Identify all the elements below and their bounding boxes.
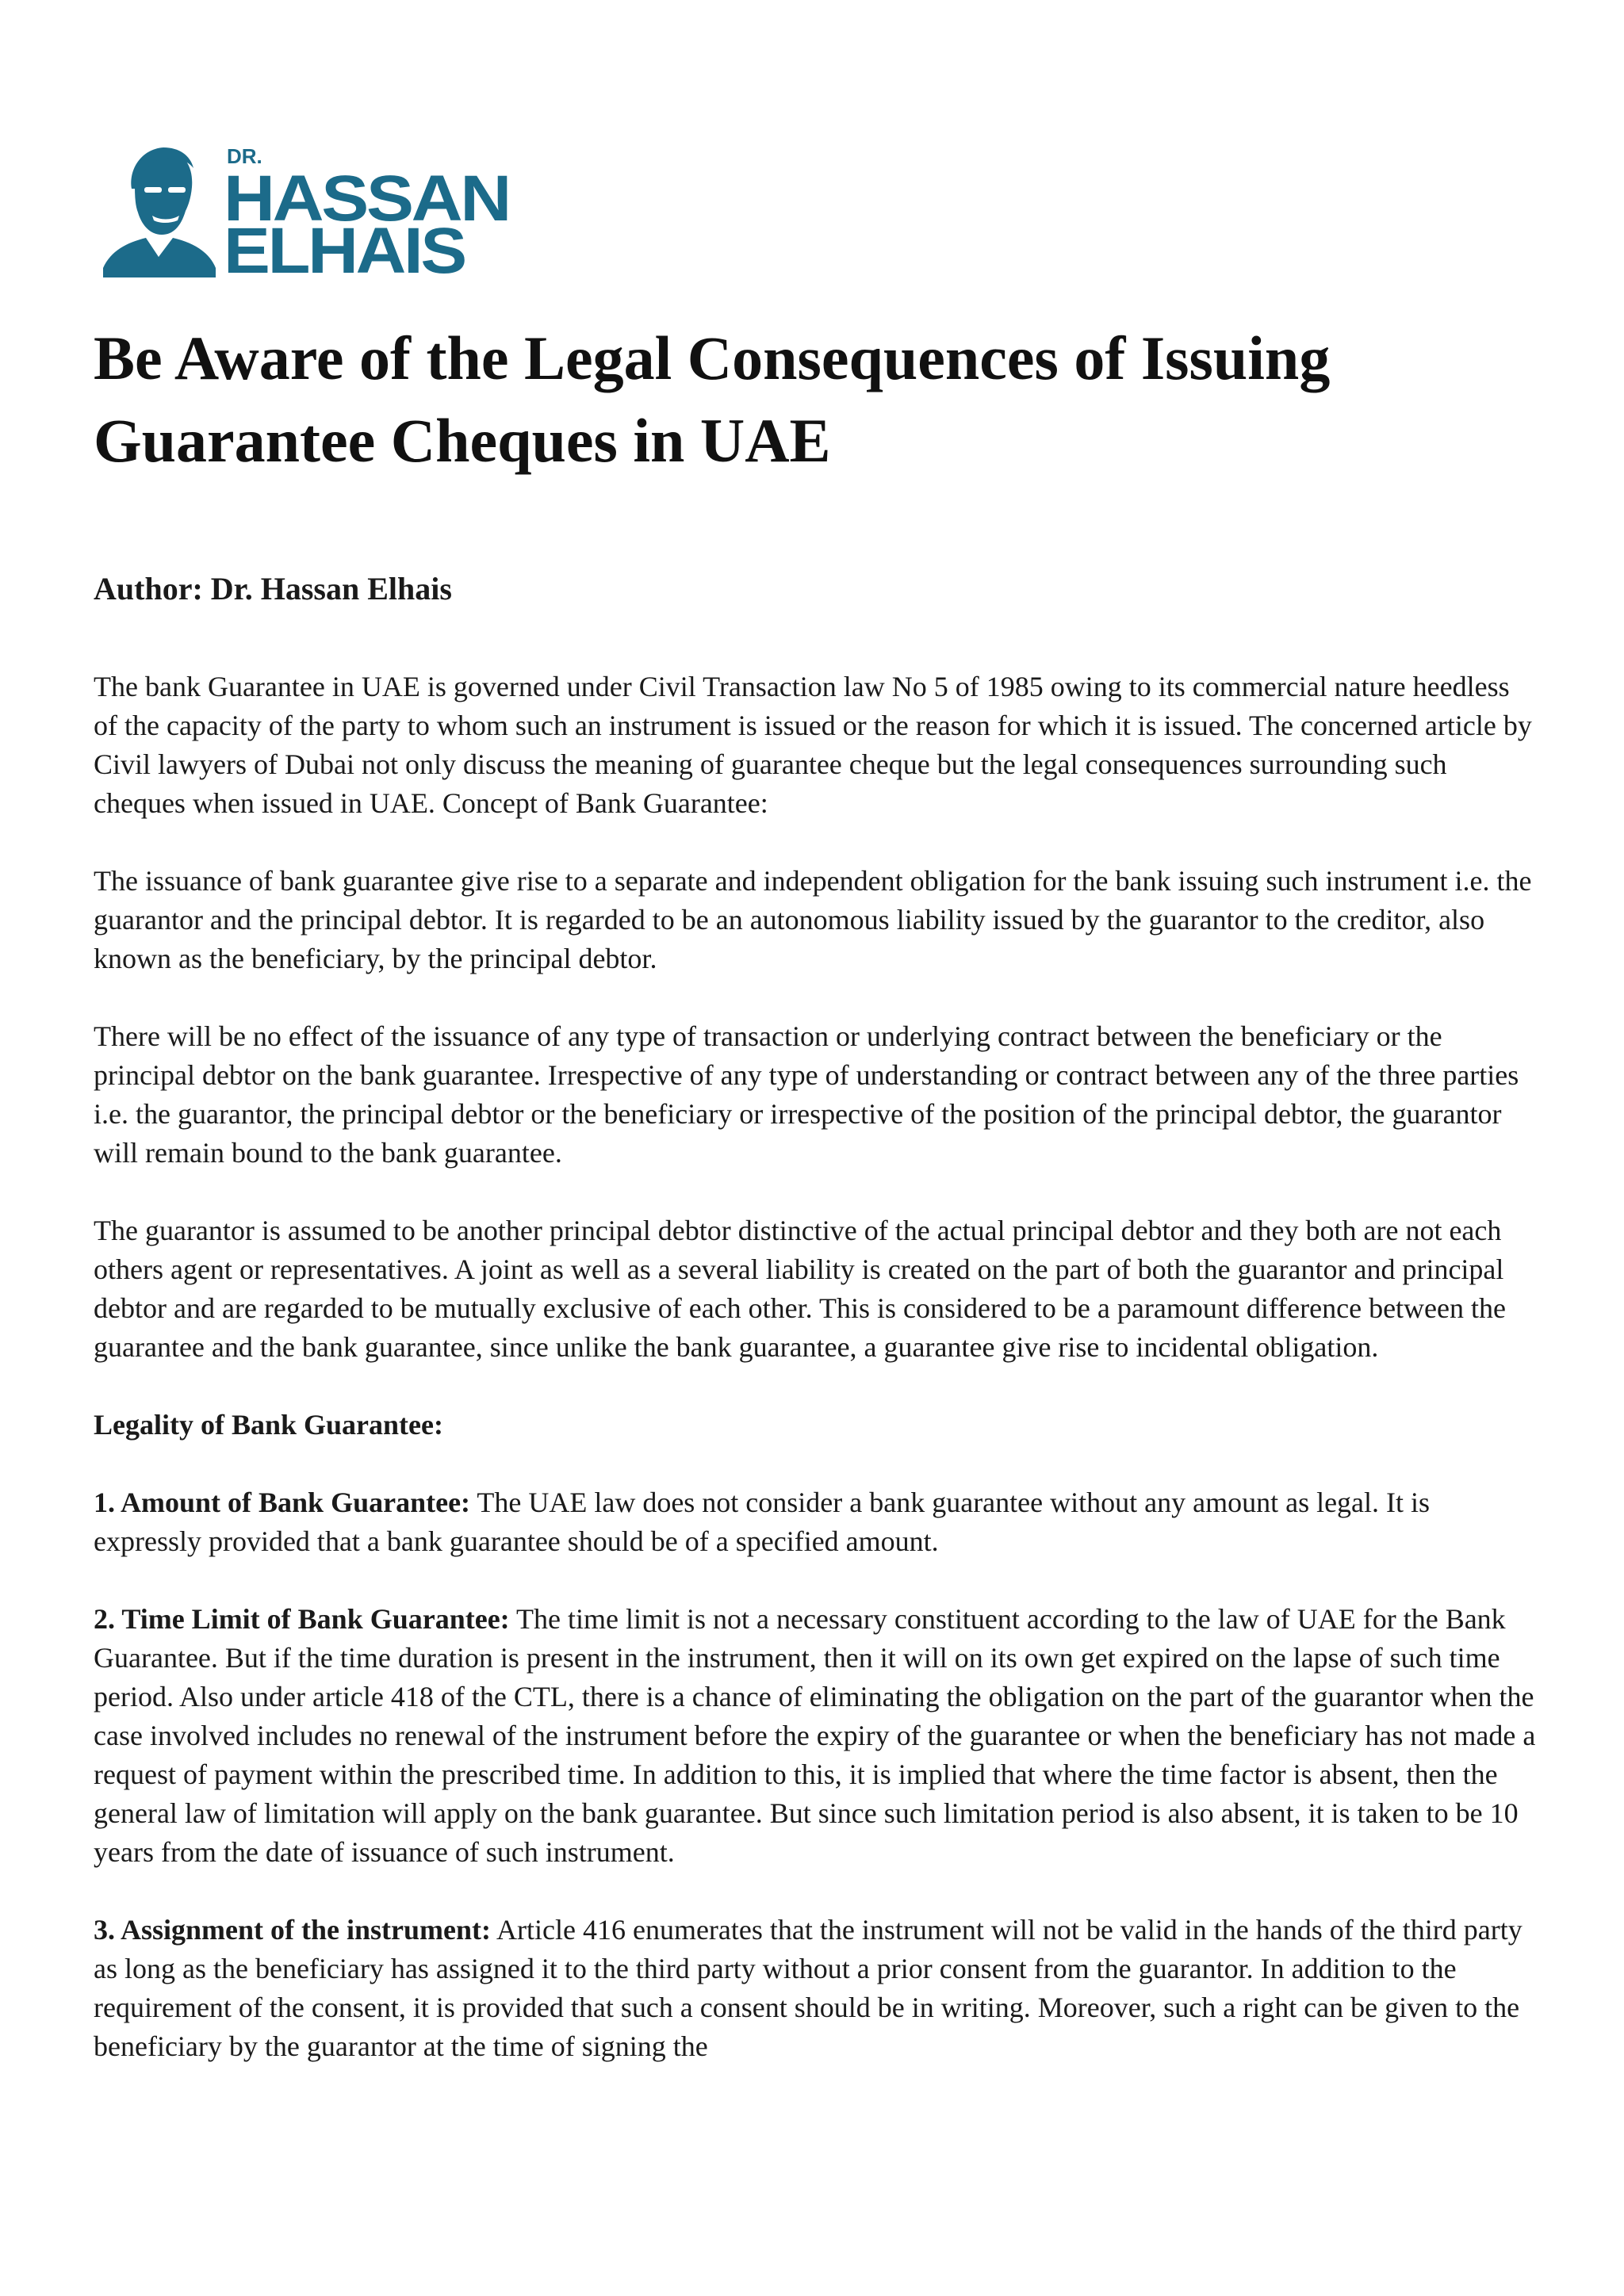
- section-heading: Legality of Bank Guarantee:: [94, 1409, 443, 1441]
- list-item: [94, 1600, 1537, 1872]
- logo-name-line2: ELHAIS: [224, 215, 465, 277]
- intro-paragraph: The bank Guarantee in UAE is governed under Civil Transaction law No 5 of 1985 owing to its commercial nature heedless of the capacity of the party to whom such an instrument is issued or the reason for which it is issued. The concerned article by Civil lawyers of Dubai not only discuss the meaning of guarantee cheque but the legal consequences surrounding such cheques when issued in UAE. Concept of Bank Guarantee:: [94, 671, 1532, 819]
- list-item-text: The time limit is not a necessary constituent according to the law of UAE for the Bank Guarantee. But if the time duration is present in the instrument, then it will on its own get expired on the lapse of such time period. Also under article 418 of the CTL, there is a chance of eliminating the obligation on the part of the guarantor when the case involved includes no renewal of the instrument before the expiry of the guarantee or when the beneficiary has not made a request of payment within the prescribed time. In addition to this, it is implied that where the time factor is absent, then the general law of limitation will apply on the bank guarantee. But since such limitation period is also absent, it is taken to be 10 years from the date of issuance of such instrument.: [94, 1603, 1536, 1868]
- list-item: [94, 1483, 1537, 1561]
- list-item-label: 2. Time Limit of Bank Guarantee:: [94, 1603, 510, 1635]
- logo-name-line1: HASSAN: [224, 163, 509, 235]
- paragraph: There will be no effect of the issuance of any type of transaction or underlying contract between the beneficiary or the principal debtor on the bank guarantee. Irrespective of any type of understanding or contract between any of the three parties i.e. the guarantor, the principal debtor or the beneficiary or irrespective of the position of the principal debtor, the guarantor will remain bound to the bank guarantee.: [94, 1020, 1519, 1169]
- article-body: [94, 668, 1537, 2066]
- article-title: Be Aware of the Legal Consequences of Issuing Guarantee Cheques in UAE: [94, 323, 1331, 475]
- list-item-label: 3. Assignment of the instrument:: [94, 1914, 491, 1946]
- list-item-text: Article 416 enumerates that the instrument will not be valid in the hands of the third party as long as the beneficiary has assigned it to the third party without a prior consent from the guarantor. In addition to the requirement of the consent, it is provided that such a consent should be in writing. Moreover, such a right can be given to the beneficiary by the guarantor at the time of signing the: [94, 1914, 1522, 2062]
- paragraph: The guarantor is assumed to be another principal debtor distinctive of the actual principal debtor and they both are not each others agent or representatives. A joint as well as a several liability is created on the part of both the guarantor and principal debtor and are regarded to be mutually exclusive of each other. This is considered to be a paramount difference between the guarantee and the bank guarantee, since unlike the bank guarantee, a guarantee give rise to incidental obligation.: [94, 1215, 1506, 1363]
- portrait-silhouette: [103, 147, 216, 277]
- article: [94, 317, 1537, 2105]
- logo-graphic: [100, 141, 512, 277]
- paragraph: The issuance of bank guarantee give rise to a separate and independent obligation for the bank issuing such instrument i.e. the guarantor and the principal debtor. It is regarded to be an autonomous liability issued by the guarantor to the creditor, also known as the beneficiary, by the principal debtor.: [94, 865, 1532, 974]
- logo-prefix: DR.: [227, 144, 262, 168]
- list-item: [94, 1911, 1537, 2066]
- list-item-label: 1. Amount of Bank Guarantee:: [94, 1487, 471, 1518]
- company-logo: [100, 141, 512, 277]
- list-item-text: The UAE law does not consider a bank guarantee without any amount as legal. It is expressly provided that a bank guarantee should be of a specified amount.: [94, 1487, 1431, 1557]
- author-line: Author: Dr. Hassan Elhais: [94, 571, 452, 607]
